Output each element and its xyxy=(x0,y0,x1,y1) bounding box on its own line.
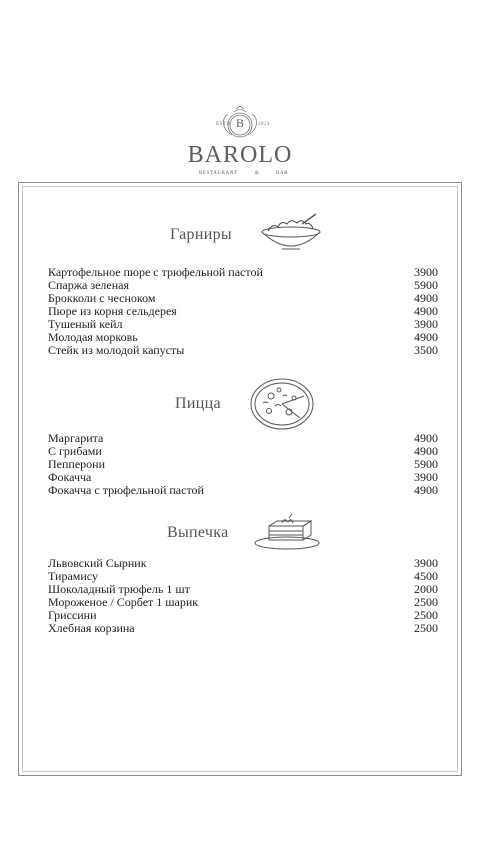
pizza-icon xyxy=(249,376,315,432)
restaurant-logo xyxy=(0,104,480,184)
menu-item: Фокачча 3900 xyxy=(48,470,438,484)
menu-item: С грибами 4900 xyxy=(48,444,438,458)
cake-slice-icon xyxy=(252,511,322,551)
menu-item: Картофельное пюре с трюфельной пастой 3900 xyxy=(48,265,438,279)
menu-item: Тирамису 4500 xyxy=(48,569,438,583)
established-year: 2024 xyxy=(258,122,270,127)
brand-subtitle-ampersand: & xyxy=(255,171,260,176)
menu-item: Фокачча с трюфельной пастой 4900 xyxy=(48,483,438,497)
menu-item: Пюре из корня сельдерея 4900 xyxy=(48,304,438,318)
menu-item: Хлебная корзина 2500 xyxy=(48,621,438,635)
menu-item: Маргарита 4900 xyxy=(48,431,438,445)
section-title-pizza: Пицца xyxy=(175,395,221,412)
menu-item: Пепперони 5900 xyxy=(48,457,438,471)
menu-item: Тушеный кейл 3900 xyxy=(48,317,438,331)
menu-item: Молодая морковь 4900 xyxy=(48,330,438,344)
established-label: ESTD xyxy=(216,122,231,127)
brand-subtitle-restaurant: RESTAURANT xyxy=(199,171,238,176)
menu-item: Гриссини 2500 xyxy=(48,608,438,622)
brand-name: BAROLO xyxy=(187,142,293,168)
salad-bowl-icon xyxy=(258,212,324,252)
section-title-garnishes: Гарниры xyxy=(170,226,232,243)
menu-item: Спаржа зеленая 5900 xyxy=(48,278,438,292)
menu-item: Стейк из молодой капусты 3500 xyxy=(48,343,438,357)
menu-item: Львовский Сырник 3900 xyxy=(48,556,438,570)
menu-item: Брокколи с чесноком 4900 xyxy=(48,291,438,305)
brand-subtitle-bar: BAR xyxy=(276,171,289,176)
menu-item: Мороженое / Сорбет 1 шарик 2500 xyxy=(48,595,438,609)
crest-letter: B xyxy=(235,116,244,130)
menu-item: Шоколадный трюфель 1 шт 2000 xyxy=(48,582,438,596)
section-title-bakery: Выпечка xyxy=(167,524,229,541)
